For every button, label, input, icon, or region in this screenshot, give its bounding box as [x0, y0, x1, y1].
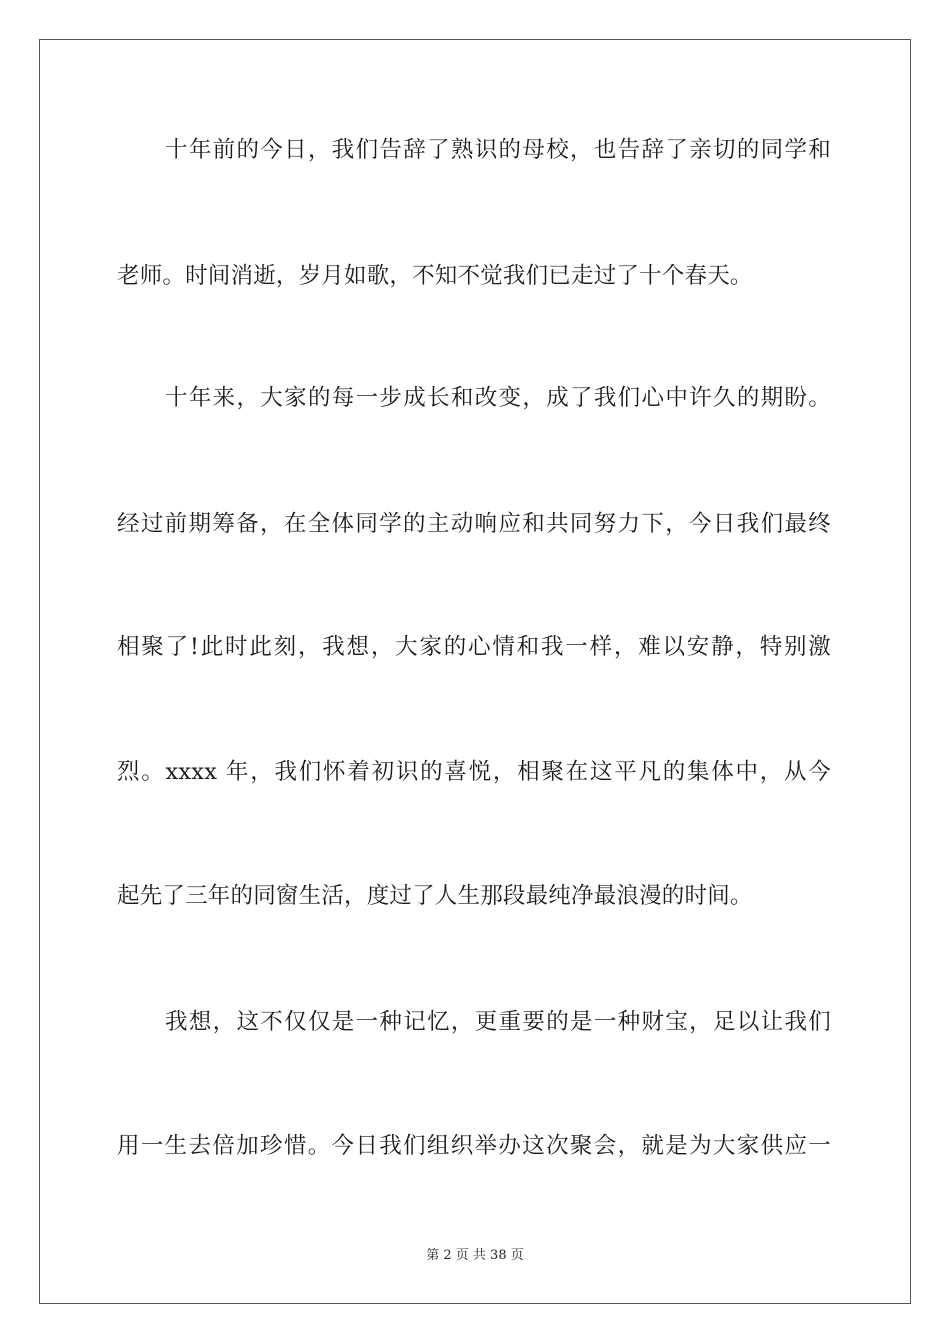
text-line-6: 烈。xxxx 年，我们怀着初识的喜悦，相聚在这平凡的集体中，从今 [117, 759, 831, 785]
text-line-1: 十年前的今日，我们告辞了熟识的母校，也告辞了亲切的同学和 [165, 137, 831, 163]
page-number-footer: 第 2 页 共 38 页 [426, 1248, 524, 1263]
text-line-7: 起先了三年的同窗生活，度过了人生那段最纯净最浪漫的时间。 [117, 883, 753, 909]
text-line-8: 我想，这不仅仅是一种记忆，更重要的是一种财宝，足以让我们 [165, 1009, 831, 1035]
text-line-4: 经过前期筹备，在全体同学的主动响应和共同努力下，今日我们最终 [117, 511, 831, 537]
text-line-2: 老师。时间消逝，岁月如歌，不知不觉我们已走过了十个春天。 [117, 263, 753, 289]
page-border [39, 39, 911, 1304]
text-line-5: 相聚了!此时此刻，我想，大家的心情和我一样，难以安静，特别激 [117, 634, 831, 660]
text-line-9: 用一生去倍加珍惜。今日我们组织举办这次聚会，就是为大家供应一 [117, 1133, 831, 1159]
text-line-3: 十年来，大家的每一步成长和改变，成了我们心中许久的期盼。 [165, 385, 831, 411]
